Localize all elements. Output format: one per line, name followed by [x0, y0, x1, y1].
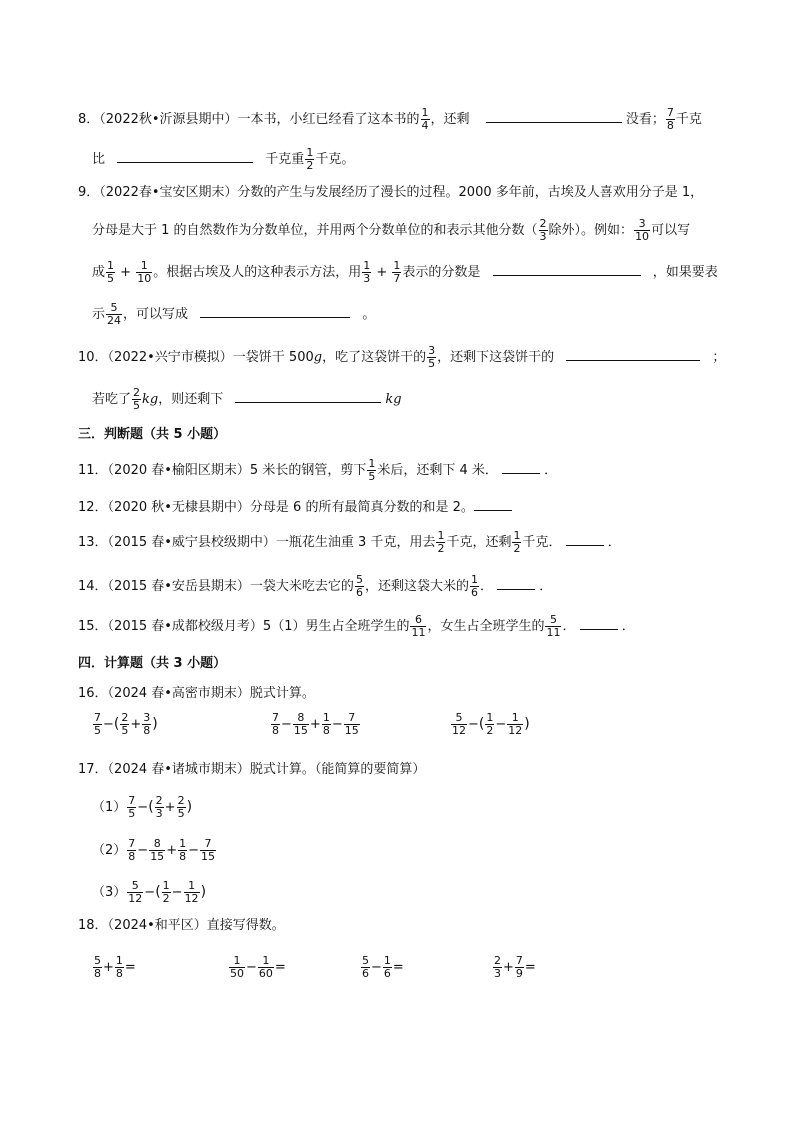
fraction: $\frac{1}{5}$ [107, 259, 115, 285]
minus-sign: − [468, 717, 479, 732]
item-label: （3） [92, 885, 127, 900]
answer-blank[interactable] [474, 496, 512, 511]
expression-17-2 [92, 838, 217, 863]
expression-3 [450, 712, 530, 737]
plus-sign: + [309, 717, 321, 732]
fraction: $\frac{5}{6}$ [355, 573, 363, 599]
minus-sign: − [246, 960, 257, 975]
fraction: $\frac{1}{2}$ [486, 711, 494, 737]
plus-sign: + [103, 960, 114, 975]
q10-text: ，还剩下这袋饼干的 [437, 350, 555, 365]
question-10-line-2 [92, 387, 402, 412]
fraction: $\frac{7}{8}$ [128, 837, 136, 863]
question-14 [78, 574, 552, 599]
answer-blank[interactable] [493, 261, 641, 276]
q14-text: ，还剩这袋大米的 [364, 579, 469, 594]
unit-g: g [313, 350, 323, 365]
plus-sign: + [164, 800, 176, 815]
question-8-line-2 [92, 147, 354, 172]
fraction: $\frac{1}{60}$ [258, 954, 273, 980]
fraction: $\frac{5}{24}$ [107, 301, 122, 327]
q9-text: ，可以写成 [123, 307, 189, 322]
answer-blank[interactable] [200, 303, 350, 318]
minus-sign: − [103, 717, 114, 732]
q9-text: 除外）。例如： [548, 223, 634, 238]
q10-text: ，吃了这袋饼干的 [322, 350, 427, 365]
expression-17-3 [92, 880, 206, 905]
q15-text: ． [621, 619, 635, 634]
question-10-line-1 [78, 345, 725, 370]
fraction: $\frac{3}{5}$ [428, 344, 436, 370]
q10-text: 若吃了 [92, 392, 132, 407]
q9-text: 分母是大于 1 的自然数作为分数单位，并用两个分数单位的和表示其他分数（ [92, 223, 538, 238]
plus-sign: + [376, 265, 388, 280]
question-12 [78, 496, 512, 518]
question-15 [78, 614, 635, 639]
minus-sign: − [495, 717, 507, 732]
question-9-line-2 [92, 218, 690, 243]
q12-text: 12．（2020 秋•无棣县期中）分母是 6 的所有最简真分数的和是 2。 [78, 500, 474, 515]
unit-kg: kg [142, 392, 159, 407]
fraction: $\frac{1}{8}$ [179, 837, 187, 863]
answer-blank[interactable] [117, 148, 253, 163]
expression-1 [92, 712, 158, 737]
item-label: （2） [92, 843, 127, 858]
q9-text: ，如果要表 [652, 265, 718, 280]
fraction: $\frac{2}{5}$ [121, 711, 129, 737]
q8-text: 8．（2022秋•沂源县期中）一本书，小红已经看了这本书的 [78, 112, 420, 127]
question-9-line-3 [92, 260, 718, 285]
q15-text: ，女生占全班学生的 [427, 619, 545, 634]
q8-text: 千克 [675, 112, 702, 127]
question-17-title: 17．（2024 春•诸城市期末）脱式计算。（能简算的要简算） [78, 762, 426, 777]
left-paren: ( [148, 799, 154, 815]
minus-sign: − [137, 800, 149, 815]
q8-text: 比 [92, 152, 106, 167]
minus-sign: − [137, 843, 149, 858]
direct-calc-3 [360, 955, 404, 980]
q9-text: 9．（2022春•宝安区期末）分数的产生与发展经历了漫长的过程。2000 多年前，古埃及人喜欢用分子是 1， [78, 185, 704, 200]
minus-sign: − [281, 717, 292, 732]
fraction: $\frac{1}{2}$ [437, 529, 445, 555]
fraction: $\frac{1}{8}$ [115, 954, 123, 980]
answer-blank[interactable] [486, 108, 622, 123]
section-heading: 四．计算题（共 3 小题） [78, 656, 227, 671]
q11-text: ． [544, 463, 558, 478]
fraction: $\frac{1}{5}$ [368, 457, 376, 483]
section-heading: 三．判断题（共 5 小题） [78, 427, 227, 442]
direct-calc-4 [492, 955, 536, 980]
direct-calc-2 [228, 955, 286, 980]
answer-blank[interactable] [502, 459, 540, 474]
fraction: $\frac{1}{10}$ [137, 259, 152, 285]
answer-blank[interactable] [566, 531, 604, 546]
fraction: $\frac{5}{6}$ [362, 954, 369, 980]
question-11 [78, 458, 557, 483]
q14-text: 14．（2015 春•安岳县期末）一袋大米吃去它的 [78, 579, 354, 594]
left-paren: ( [478, 716, 485, 732]
right-paren: ) [186, 799, 193, 815]
q10-text: ； [712, 350, 726, 365]
answer-blank[interactable] [566, 346, 700, 361]
q10-text: 10．（2022•兴宁市模拟）一袋饼干 500 [78, 350, 314, 365]
expression-17-1 [92, 795, 192, 820]
q8-text: ，还剩 [430, 112, 470, 127]
q10-text: ，则还剩下 [158, 392, 224, 407]
fraction: $\frac{6}{11}$ [411, 613, 426, 639]
minus-sign: − [371, 960, 382, 975]
minus-sign: − [331, 717, 343, 732]
q8-text: 千克。 [315, 152, 355, 167]
fraction: $\frac{5}{12}$ [128, 879, 143, 905]
q9-text: 示 [92, 307, 106, 322]
fraction: $\frac{7}{15}$ [344, 711, 359, 737]
question-9-line-1 [78, 183, 703, 203]
q11-text: 11．（2020 春•榆阳区期末）5 米长的钢管，剪下 [78, 463, 367, 478]
plus-sign: + [120, 265, 132, 280]
fraction: $\frac{3}{10}$ [635, 217, 650, 243]
fraction: $\frac{5}{11}$ [546, 613, 561, 639]
fraction: $\frac{7}{5}$ [128, 794, 136, 820]
q14-text: ． [539, 579, 553, 594]
plus-sign: + [130, 717, 142, 732]
right-paren: ) [524, 716, 530, 732]
direct-calc-1 [92, 955, 136, 980]
q13-text: 13．（2015 春•威宁县校级期中）一瓶花生油重 3 千克，用去 [78, 535, 436, 550]
equals-sign: = [524, 960, 536, 975]
minus-sign: − [188, 843, 199, 858]
left-paren: ( [113, 716, 120, 732]
fraction: $\frac{1}{12}$ [508, 711, 523, 737]
answer-blank[interactable] [235, 388, 381, 403]
fraction: $\frac{5}{12}$ [452, 711, 466, 737]
fraction: $\frac{7}{5}$ [94, 711, 101, 737]
fraction: $\frac{2}{5}$ [133, 386, 141, 412]
fraction: $\frac{5}{8}$ [94, 954, 101, 980]
fraction: $\frac{7}{15}$ [201, 837, 215, 863]
equals-sign: = [274, 960, 286, 975]
q9-text: 可以写 [651, 223, 691, 238]
fraction: $\frac{7}{8}$ [272, 711, 279, 737]
fraction: $\frac{1}{6}$ [383, 954, 391, 980]
plus-sign: + [503, 960, 514, 975]
fraction: $\frac{1}{4}$ [421, 106, 429, 132]
q14-text: ． [479, 579, 493, 594]
q9-text: 。 [362, 307, 376, 322]
fraction: $\frac{3}{8}$ [143, 711, 151, 737]
fraction: $\frac{1}{8}$ [322, 711, 330, 737]
fraction: $\frac{1}{2}$ [306, 146, 314, 172]
fraction: $\frac{1}{2}$ [162, 879, 170, 905]
question-9-line-4 [92, 302, 375, 327]
q15-text: ． [562, 619, 576, 634]
q9-text: 。根据古埃及人的这种表示方法，用 [153, 265, 362, 280]
q11-text: 米后，还剩下 4 米． [377, 463, 498, 478]
expression-2 [270, 712, 361, 737]
fraction: $\frac{8}{15}$ [293, 711, 308, 737]
fraction: $\frac{2}{5}$ [177, 794, 185, 820]
question-18-title: 18．（2024•和平区）直接写得数。 [78, 918, 285, 933]
fraction: $\frac{2}{3}$ [494, 954, 501, 980]
fraction: $\frac{2}{3}$ [155, 794, 163, 820]
fraction: $\frac{1}{3}$ [363, 259, 371, 285]
plus-sign: + [166, 843, 178, 858]
q9-text: 成 [92, 265, 106, 280]
q15-text: 15．（2015 春•成都校级月考）5（1）男生占全班学生的 [78, 619, 410, 634]
right-paren: ) [152, 716, 158, 732]
left-paren: ( [155, 884, 161, 900]
fraction: $\frac{1}{12}$ [184, 879, 199, 905]
fraction: $\frac{8}{15}$ [150, 837, 165, 863]
fraction: $\frac{1}{50}$ [230, 954, 244, 980]
fraction: $\frac{7}{8}$ [666, 106, 674, 132]
equals-sign: = [392, 960, 404, 975]
fraction: $\frac{1}{2}$ [513, 529, 521, 555]
question-8-line-1 [78, 107, 702, 132]
minus-sign: − [171, 885, 183, 900]
equals-sign: = [124, 960, 136, 975]
question-16-title: 16．（2024 春•高密市期末）脱式计算。 [78, 686, 315, 701]
question-13 [78, 530, 621, 555]
q9-text: 表示的分数是 [402, 265, 481, 280]
q8-text: 千克重 [265, 152, 305, 167]
unit-kg: kg [385, 392, 402, 407]
fraction: $\frac{1}{7}$ [393, 259, 401, 285]
fraction: $\frac{7}{9}$ [515, 954, 523, 980]
item-label: （1） [92, 800, 127, 815]
minus-sign: − [144, 885, 156, 900]
fraction: $\frac{1}{6}$ [470, 573, 478, 599]
right-paren: ) [200, 884, 207, 900]
q13-text: ． [607, 535, 621, 550]
fraction: $\frac{2}{3}$ [539, 217, 547, 243]
answer-blank[interactable] [497, 575, 535, 590]
q8-text: 没看； [625, 112, 665, 127]
q13-text: 千克． [522, 535, 562, 550]
q13-text: 千克，还剩 [446, 535, 512, 550]
answer-blank[interactable] [580, 615, 618, 630]
